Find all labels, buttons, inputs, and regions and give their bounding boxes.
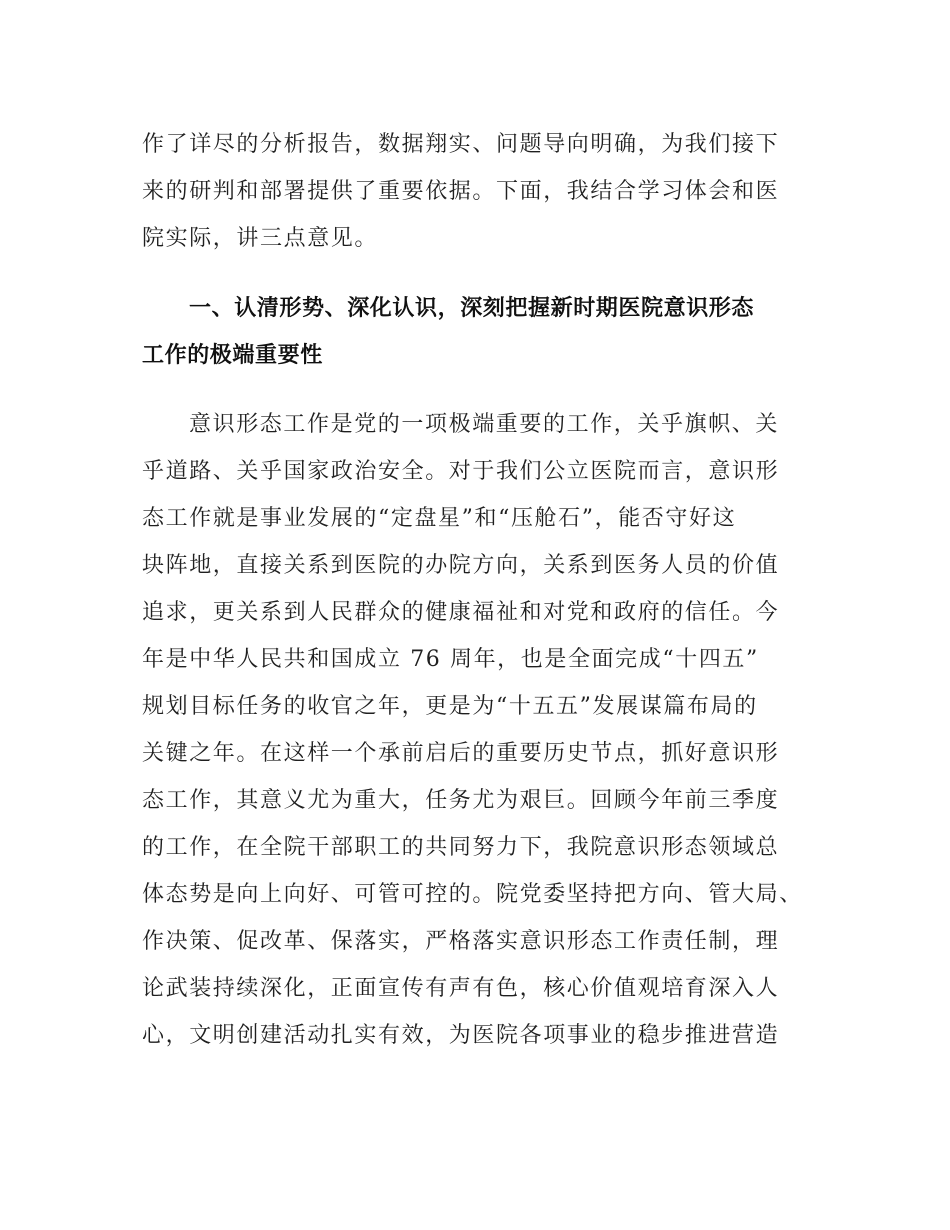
text-line: 作了详尽的分析报告，数据翔实、问题导向明确，为我们接下 (142, 132, 780, 157)
text-line: 态工作，其意义尤为重大，任务尤为艰巨。回顾今年前三季度 (142, 788, 780, 813)
text-line: 关键之年。在这样一个承前启后的重要历史节点，抓好意识形 (142, 741, 780, 766)
text-line: 态工作就是事业发展的“定盘星”和“压舱石”，能否守好这 (142, 506, 737, 531)
heading-line: 一、认清形势、深化认识，深刻把握新时期医院意识形态 (189, 296, 755, 321)
text-line: 块阵地，直接关系到医院的办院方向，关系到医务人员的价值 (142, 553, 780, 578)
text-line: 来的研判和部署提供了重要依据。下面，我结合学习体会和医 (142, 179, 780, 204)
text-line: 的工作，在全院干部职工的共同努力下，我院意识形态领域总 (142, 835, 780, 860)
text-line: 心，文明创建活动扎实有效，为医院各项事业的稳步推进营造 (142, 1023, 780, 1048)
text-line: 年是中华人民共和国成立 76 周年，也是全面完成“十四五” (142, 647, 759, 672)
text-line: 院实际，讲三点意见。 (142, 226, 379, 251)
text-line: 乎道路、关乎国家政治安全。对于我们公立医院而言，意识形 (142, 459, 780, 484)
text-line: 作决策、促改革、保落实，严格落实意识形态工作责任制，理 (142, 929, 780, 954)
text-line: 论武装持续深化，正面宣传有声有色，核心价值观培育深入人 (142, 976, 780, 1001)
heading-line: 工作的极端重要性 (142, 343, 323, 368)
text-line: 规划目标任务的收官之年，更是为“十五五”发展谋篇布局的 (142, 694, 758, 719)
text-line: 体态势是向上向好、可管可控的。院党委坚持把方向、管大局、 (142, 882, 803, 907)
text-line: 意识形态工作是党的一项极端重要的工作，关乎旗帜、关 (189, 412, 780, 437)
text-line: 追求，更关系到人民群众的健康福祉和对党和政府的信任。今 (142, 600, 780, 625)
